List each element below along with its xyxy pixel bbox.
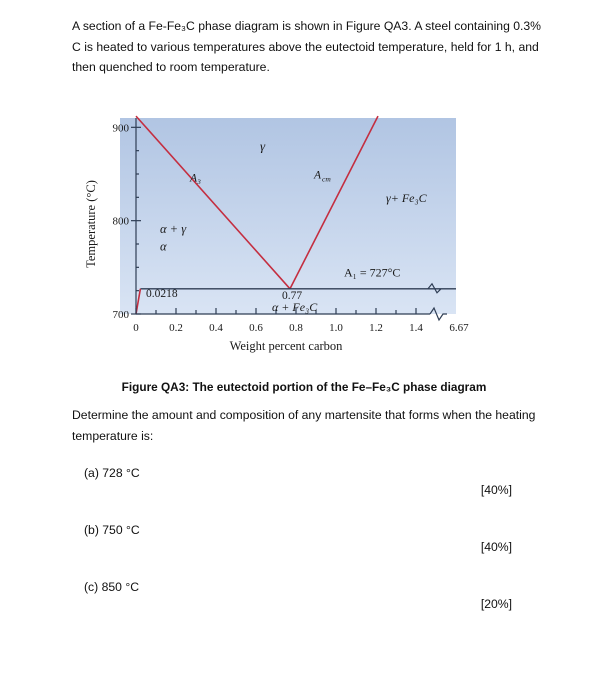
- x-tick-label: 0.6: [249, 322, 263, 334]
- plot-background: [120, 118, 456, 314]
- label-alpha-gamma: α + γ: [160, 221, 187, 236]
- y-tick-label: 700: [112, 309, 129, 321]
- phase-diagram-chart: [80, 112, 480, 374]
- x-break-tick-label: 6.67: [449, 322, 469, 334]
- part-a-label: (a) 728 °C: [84, 466, 140, 480]
- x-tick-label: 0: [133, 322, 139, 334]
- part-b-label: (b) 750 °C: [84, 523, 140, 537]
- phase-diagram-figure: [80, 112, 480, 374]
- x-tick-label: 1.0: [329, 322, 343, 334]
- question-text: Determine the amount and composition of any martensite that forms when the heating temperature is:: [72, 408, 536, 443]
- y-tick-label: 800: [112, 215, 129, 228]
- label-a3: A₃: [190, 172, 202, 185]
- x-tick-label: 1.2: [369, 322, 383, 334]
- label-eutectoid-comp: 0.77: [281, 290, 303, 303]
- label-acm: A: [314, 169, 322, 182]
- x-tick-label: 0.4: [209, 322, 223, 334]
- x-tick-label: 0.2: [169, 322, 183, 334]
- x-axis-title: Weight percent carbon: [229, 339, 343, 353]
- x-tick-label: 0.8: [289, 322, 303, 334]
- label-alpha: α: [160, 239, 167, 254]
- label-acm-subscript: cm: [322, 174, 331, 184]
- y-axis-title: Temperature (°C): [84, 180, 98, 268]
- figure-caption: Figure QA3: The eutectoid portion of the Fe–Fe₃C phase diagram: [121, 380, 487, 394]
- y-tick-label: 900: [112, 122, 129, 135]
- part-a-marks: [40%]: [480, 483, 512, 497]
- intro-paragraph: A section of a Fe-Fe₃C phase diagram is shown in Figure QA3. A steel containing 0.3% C is heated to various temperatures above the eutectoid temperature, held for 1 h, and then quenched to room temperature.: [72, 19, 542, 74]
- x-tick-label: 1.4: [409, 322, 423, 334]
- label-gamma: γ: [260, 138, 266, 154]
- part-b-marks: [40%]: [480, 540, 512, 554]
- label-eutectoid-alpha-comp: 0.0218: [146, 288, 178, 301]
- label-a1: A₁ = 727°C: [344, 265, 401, 280]
- part-c-marks: [20%]: [480, 597, 512, 611]
- label-gamma-fe3c: γ+ Fe₃C: [386, 191, 427, 205]
- label-alpha-fe3c: α + Fe₃C: [272, 300, 318, 315]
- part-c-label: (c) 850 °C: [84, 580, 139, 594]
